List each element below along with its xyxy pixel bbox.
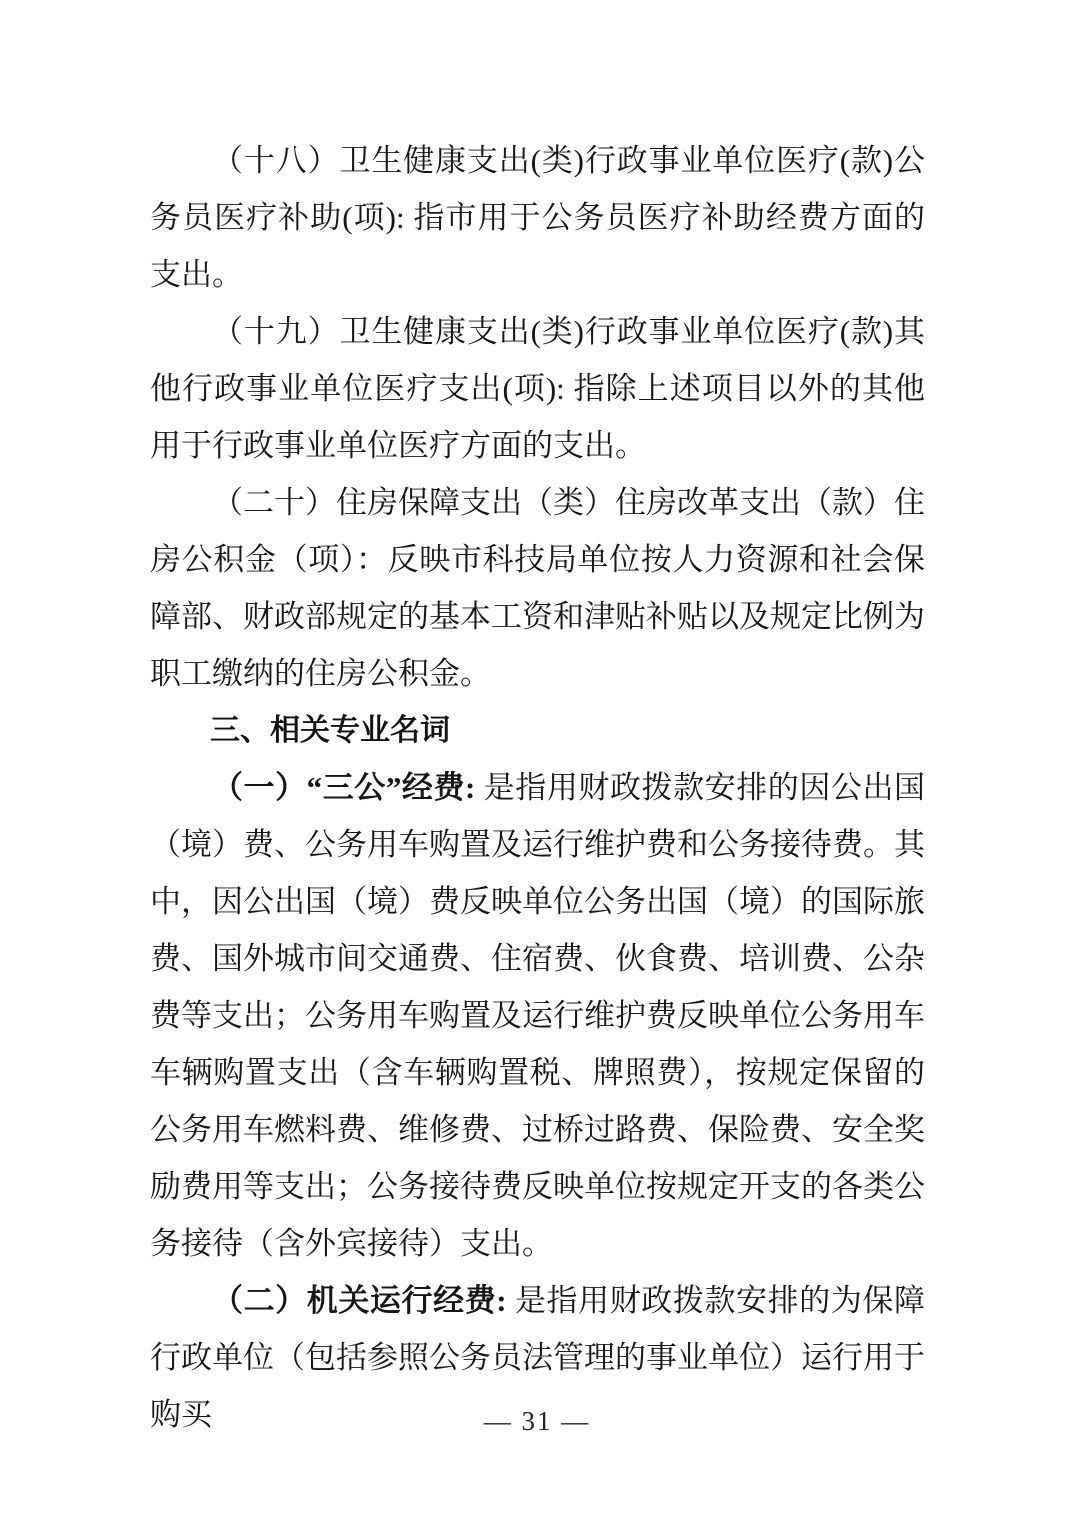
page-number: — 31 — <box>483 1406 591 1436</box>
document-body <box>150 132 925 1443</box>
paragraph-term-sangong-funds <box>150 759 925 1272</box>
term-sangong-definition: 是指用财政拨款安排的因公出国（境）费、公务用车购置及运行维护费和公务接待费。其中，因公出国（境）费反映单位公务出国（境）的国际旅费、国外城市间交通费、住宿费、伙食费、培训费、公杂费等支出；公务用车购置及运行维护费反映单位公务用车车辆购置支出（含车辆购置税、牌照费），按规定保留的公务用车燃料费、维修费、过桥过路费、保险费、安全奖励费用等支出；公务接待费反映单位按规定开支的各类公务接待（含外宾接待）支出。 <box>150 770 926 1261</box>
paragraph-health-expense-19: （十九）卫生健康支出(类)行政事业单位医疗(款)其他行政事业单位医疗支出(项): 指除上述项目以外的其他用于行政事业单位医疗方面的支出。 <box>150 314 925 463</box>
term-operating-definition: 是指用财政拨款安排的为保障行政单位（包括参照公务员法管理的事业单位）运行用于购买 <box>150 1283 925 1432</box>
paragraph-health-expense-18: （十八）卫生健康支出(类)行政事业单位医疗(款)公务员医疗补助(项): 指市用于公务员医疗补助经费方面的支出。 <box>150 143 925 292</box>
paragraph-housing-expense-20: （二十）住房保障支出（类）住房改革支出（款）住房公积金（项）：反映市科技局单位按人力资源和社会保障部、财政部规定的基本工资和津贴补贴以及规定比例为职工缴纳的住房公积金。 <box>150 485 925 691</box>
section-heading-terms: 三、相关专业名词 <box>210 714 450 747</box>
term-sangong-label: （一）“三公”经费: <box>212 770 476 805</box>
term-operating-label: （二）机关运行经费: <box>212 1283 507 1318</box>
